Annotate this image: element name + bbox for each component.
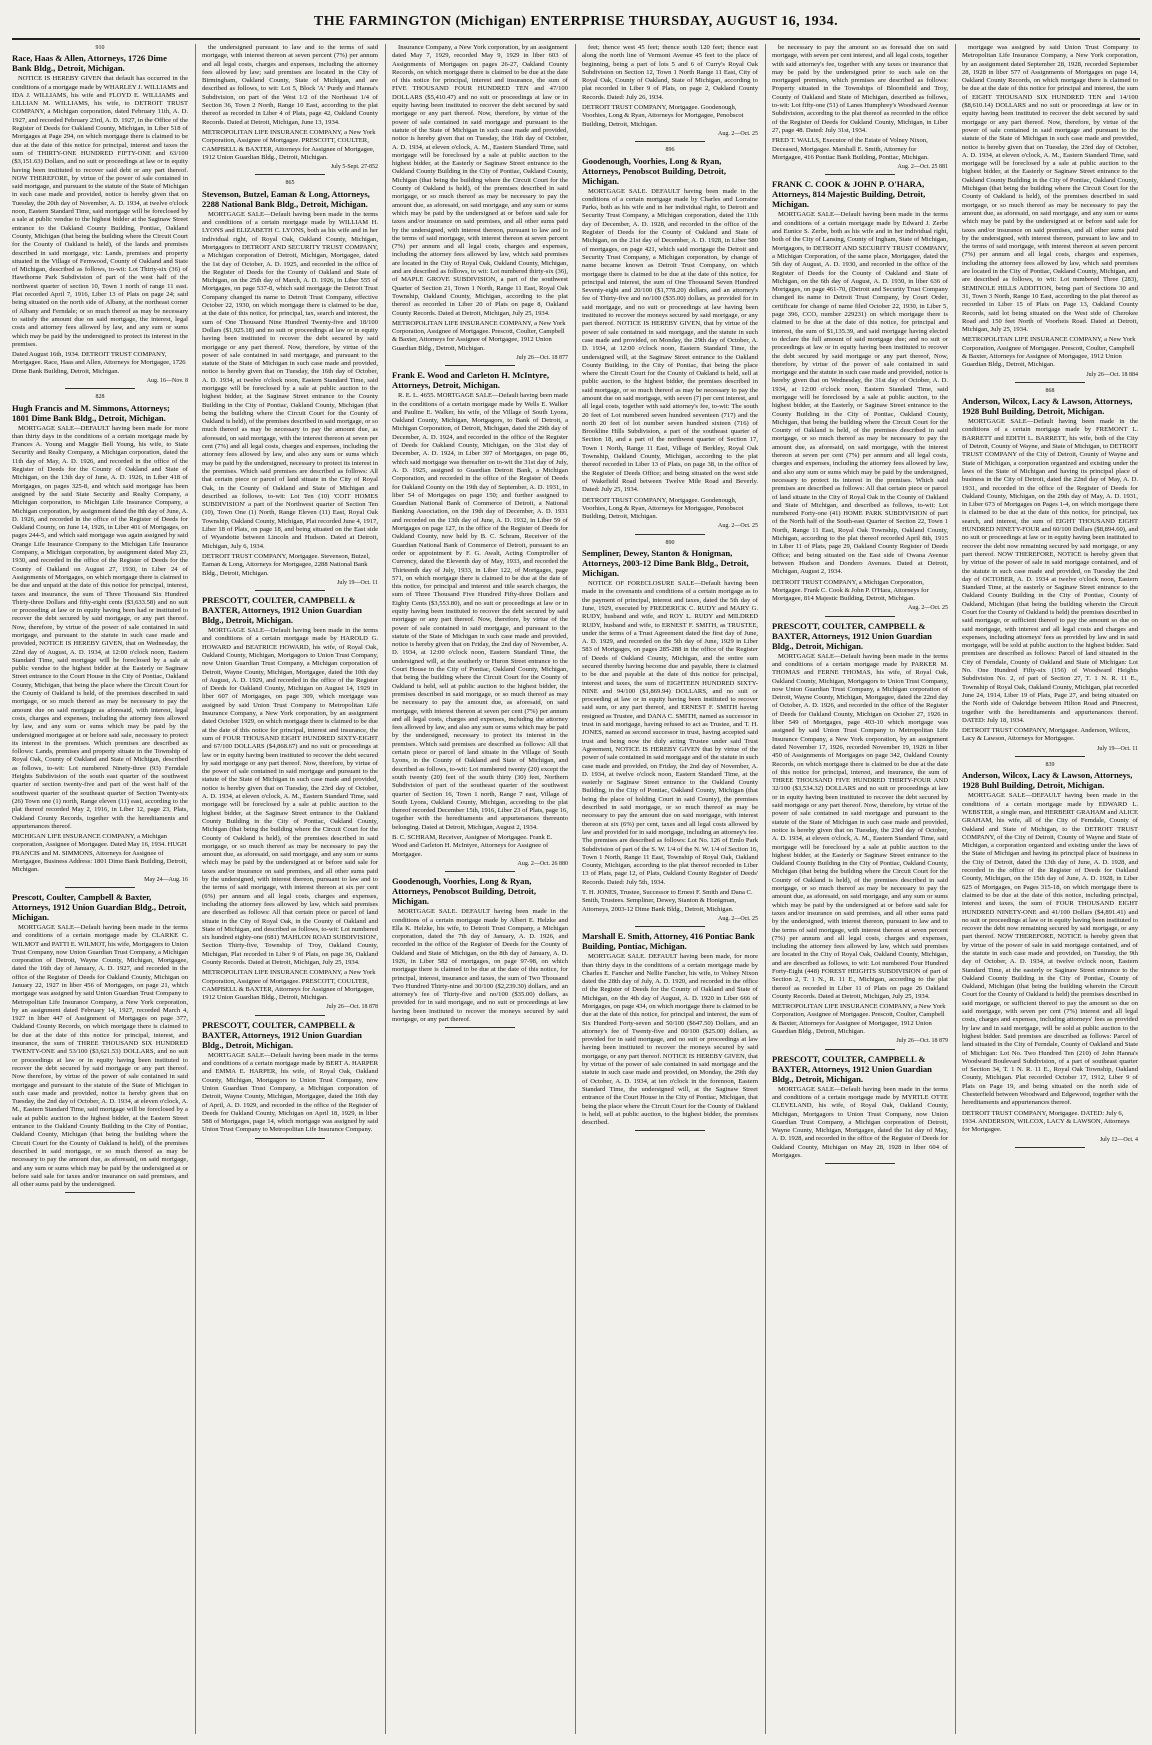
notice-run-dates: Aug. 16—Nov. 8 (146, 377, 188, 384)
notice-heading: PRESCOTT, COULTER, CAMPBELL & BAXTER, Attorneys, 1912 Union Guardian Bldg., Detroit, Michigan. (202, 1019, 362, 1050)
legal-notice (202, 1020, 378, 1139)
notice-divider (825, 1049, 895, 1050)
notice-signature: DETROIT TRUST COMPANY, Mortgagee. Goodenough, Voorhies, Long & Ryan, Attorneys for Mortgagee, Penobscot Building, Detroit, Michigan. (582, 104, 744, 128)
notice-heading: Prescott, Coulter, Campbell & Baxter, Attorneys, 1912 Union Guardian Bldg., Detroit, Michigan. (12, 891, 187, 922)
legal-notice (392, 44, 568, 366)
notice-signature: METROPOLITAN LIFE INSURANCE COMPANY, a New York Corporation, Assignee of Mortgagee. Prescott, Coulter, Campbell & Baxter, Attorneys for Assignee of Mortgagee, 1912 Union Guardian Bldg., Detroit, Michigan. (772, 1003, 946, 1036)
notice-divider (445, 871, 515, 872)
notice-body: feet; thence west 45 feet; thence south 120 feet; thence east along the north line of Vermont Avenue 45 feet to the place of beginning, being a part of lots 5 and 6 of Curry's Royal Oak Subdivision on Section 12, Town 1 North Range 11 East, City of Royal Oak, County of Oakland, State of Michigan, according to plat recorded in Liber 9 of Plats, on page 2, Oakland County Records. Dated: July 26, 1934. (582, 44, 758, 101)
notice-divider (635, 1130, 705, 1131)
notice-heading: FRANK C. COOK & JOHN P. O'HARA, Attorneys, 814 Majestic Building, Detroit, Michigan. (772, 179, 926, 210)
notice-run-dates: July 26—Oct. 18 884 (1086, 371, 1138, 378)
notice-divider (65, 1192, 135, 1193)
legal-notice (12, 44, 188, 389)
notice-run-dates: July 19—Oct. 11 (337, 579, 378, 586)
notice-run-dates: May 24—Aug. 16 (144, 876, 188, 883)
notice-heading: Anderson, Wilcox, Lacy & Lawson, Attorneys, 1928 Buhl Building, Detroit, Michigan. (962, 770, 1133, 791)
notice-signature: DETROIT TRUST COMPANY, Mortgagee. DATED: July 6, 1934. ANDERSON, WILCOX, LACY & LAWSON, Attorneys for Mortgagee. (962, 1109, 1130, 1134)
notice-run-dates: July 19—Oct. 11 (1097, 745, 1138, 752)
legal-notice (582, 44, 758, 142)
legal-notice (202, 179, 378, 591)
notice-run-dates: July 26—Oct. 18 878 (326, 1004, 378, 1011)
legal-notice (582, 146, 758, 534)
notice-body: MORTGAGE SALE—Default having been made in the terms and conditions of a certain mortgage made by WILLIAM H. LYONS and ELIZABETH C. LYONS, both as his wife and in her individual right, of Royal Oak, Oakland County, Michigan, Mortgagors to DETROIT AND SECURITY TRUST COMPANY, a Michigan corporation of Detroit, Michigan, Mortgagee, dated the 1st day of October, A. D. 1925, and recorded in the office of the Register of Deeds for the County of Oakland and State of Michigan, on the 25th day of March, A. D. 1926, in Liber 555 of Mortgages, on page 537-8, which said mortgage the Detroit Trust Company changed its name to Detroit Trust Company, effective October 22, 1930, on which mortgage there is claimed to be due, at the date of this notice, for principal, tax, search and interest, the sum of One Thousand Nine Hundred Twenty-five and 18/100 Dollars ($1,925.18) and no suit or proceedings at law or in equity having been instituted to recover the debt secured by said mortgage or any part thereof. Now, therefore, by virtue of the power of sale contained in said mortgage, and pursuant to the statute of the State of Michigan in such case made and provided, notice is hereby given that on Tuesday, the 16th day of October, A. D. 1934, at twelve o'clock noon, Eastern Standard Time, said mortgage will be foreclosed by a sale at public auction to the highest bidder, at the Saginaw Street entrance to the County Building in the City of Pontiac, Oakland County, Michigan (that being the building where the Circuit Court for the County of Oakland is held), of the premises described in said mortgage, or so much thereof as may be necessary to pay the amount due, as aforesaid, on said mortgage, with the interest thereon at seven per cent (7%) and all legal costs, charges and expenses, including the attorney fees allowed by law, and also any sum or sums which may be paid by the undersigned, necessary to protect its interest in the premises. Which said premises are described as follows: All that certain piece or parcel of land situate in the City of Royal Oak, in the County of Oakland and State of Michigan and described as follows, to-wit: Lot Ten (10) 'COIT HOMES SUBDIVISION' a part of the Northwest quarter of Section Ten (10), Town One (1) North, Range Eleven (11) East, Royal Oak Township, Oakland County, Michigan, Plat recorded June 4, 1917, Liber 18 of Plats, on page 18, and being situated on the East side of Wyandotte between Lincoln and Hudson. Dated at Detroit, Michigan, July 6, 1934. (202, 210, 378, 550)
column-rule (955, 44, 956, 1734)
notice-body: Insurance Company, a New York corporation, by an assignment dated May 7, 1929, recorded May 9, 1929 in liber 603 of Assignments of Mortgages on pages 26-27, Oakland County Records, on which mortgage there is claimed to be due at the date of this notice for principal, interest and insurance, the sum of FIVE THOUSAND FOUR HUNDRED TEN and 47/100 DOLLARS ($5,410.47) and no suit or proceedings at law or in equity having been instituted to recover the debt secured by said mortgage or any part thereof. Now, therefore, by virtue of the power of sale contained in said mortgage and pursuant to the statute of the State of Michigan in such case made and provided, notice is hereby given that on Tuesday, the 16th day of October, A. D. 1934, at eleven o'clock, A. M., Eastern Standard Time, said mortgage will be foreclosed by a sale at public auction to the highest bidder, at the Easterly or Saginaw Street entrance to the Oakland County Building in the City of Pontiac, Oakland County, Michigan (that being the building where the Circuit Court for the County of Oakland is held), of the premises described in said mortgage, or so much thereof as may be necessary to pay the amount due, as aforesaid, on said mortgage, and any sum or sums which may be paid by the undersigned at or before said sale for taxes and/or insurance on said premises, and all other sums paid by the undersigned, with interest thereon, pursuant to law and to the terms of said mortgage, with interest thereon at seven percent (7%) per annum and all legal costs, charges and expenses, including the attorney fees allowed by law, which said premises are located in the City of Royal Oak, Oakland County, Michigan, and are described as follows, to wit: Lot numbered thirty-six (36), of MAPLE GROVE SUBDIVISION, a part of the southwest Quarter of Section 21, Town 1 North, Range 11 East, Royal Oak Township, Oakland County, Michigan, according to the plat thereof as recorded in Liber 20 of Plats on page 8, Oakland County Records. Dated at Detroit, Michigan, July 25, 1934. (392, 44, 568, 317)
notice-body: MORTGAGE SALE—Default having been made in the terms and conditions of a certain mortgage made by HAROLD G. HOWARD and BEATRICE HOWARD, his wife, of Royal Oak, Oakland County, Michigan, Mortgagors to Union Trust Company, now Union Guardian Trust Company, a Michigan corporation of Detroit, Wayne County, Michigan, Mortgagee, dated the 10th day of August, A. D. 1929, and recorded in the office of the Register of Deeds for Oakland County, Michigan on August 14, 1929 in liber 607 of Mortgages, on page 309, which mortgage was assigned by said Union Trust Company to Metropolitan Life Insurance Company, a New York corporation, by an assignment dated October 1929, on which mortgage there is claimed to be due at the date of this notice for principal, interest and insurance, the sum of FOUR THOUSAND EIGHT HUNDRED SIXTY-EIGHT and 67/100 DOLLARS ($4,868.67) and no suit or proceedings at law or in equity having been instituted to recover the debt secured by said mortgage or any part thereof. Now, therefore, by virtue of the power of sale contained in said mortgage and pursuant to the statute of the State of Michigan in such case made and provided, notice is hereby given that on Tuesday, the 23rd day of October, A. D. 1934, at eleven o'clock, A. M., Eastern Standard Time, said mortgage will be foreclosed by a sale at public auction to the highest bidder, at the Saginaw Street entrance to the Oakland County Building in the City of Pontiac, Oakland County, Michigan (that being the building where the Circuit Court for the County of Oakland is held), of the premises described in said mortgage, or so much thereof as may be necessary to pay the amount due, as aforesaid, on said mortgage, and any sum or sums which may be paid by the undersigned at or before said sale for taxes and/or insurance on said premises, and all other sums paid by the undersigned, with interest thereon, pursuant to law and to the terms of said mortgage, with interest thereon at six per cent (6%) per annum and all legal costs, charges and expenses, including the attorney fees allowed by law, which said premises are described as follows: All that certain piece or parcel of land situate in the City of Royal Oak, in the County of Oakland and State of Michigan, and described as follows, to-wit: Lot numbered six hundred eighty-one (681) 'MAHLON ROAD SUBDIVISION', Section Thirty-five, Township of Troy, Oakland County, Michigan, Plat recorded in Liber 9 of Plats, on page 36, Oakland County Records. Dated at Detroit, Michigan, July 25, 1934. (202, 627, 378, 966)
notice-body: R. E. L. 4655. MORTGAGE SALE—Default having been made in the conditions of a certain mortgage made by Wells E. Walker and Pauline E. Walker, his wife, of the Village of South Lyons, Oakland County, Michigan, Mortgagors, to Bank of Detroit, a Michigan Corporation, of Detroit, Michigan, dated the 29th day of December, A. D. 1924, and recorded in the office of the Register of Deeds for Oakland County, Michigan, on the 31st day of December, A. D. 1924, in Liber 397 of Mortgages, on page 86, which said mortgage was thereafter on to-wit the 31st day of July, A. D. 1925, assigned to Guardian Detroit Bank, a Michigan Corporation, and recorded in the office of the Register of Deeds for Oakland County on the 19th day of September, A. D. 1931, in liber 54 of Mortgages on page 150; and further assigned to Guardian National Bank of Commerce of Detroit, a National Banking Association, on the 19th day of December, A. D. 1931 and recorded on the 13th day of June, A. D. 1932, in Liber 59 of Mortgages on page 127, in the office of the Register of Deeds for Oakland County, now held by B. C. Schram, Receiver of the Guardian National Bank of Commerce of Detroit, pursuant to an order or appointment by F. G. Awalt, Acting Comptroller of Currency, dated the Eleventh day of May, 1933, and recorded the Thirteenth day of July, 1933, in Liber 122, of Mortgages, page 571, on which mortgage there is claimed to be due at the date of this notice, for principal and interest and title search charges, the sum of Three Thousand Five Hundred Fifty-three Dollars and Eighty Cents ($3,553.80), and no suit or proceedings at law or in equity having been instituted to recover the debt secured by said mortgage or any part thereof. Now, therefore, by virtue of the power of sale contained in said mortgage, and pursuant to the statute of the State of Michigan in such case made and provided, notice is hereby given that on Friday, the 2nd day of November, A. D. 1934, at 12:00 o'clock noon, Eastern Standard Time, the undersigned will, at the southerly or Huron Street entrance to the Court House in the City of Pontiac, Oakland County, Michigan, that being the building where the Circuit Court for the County of Oakland is held, sell at public auction to the highest bidder, the premises described in said mortgage, or so much thereof as may be necessary to pay the amount due, as aforesaid, on said mortgage, with interest thereon at seven per cent (7%) per annum and all legal costs, charges and expenses, including the attorney fees allowed by law, and also any sum or sums which may be paid by the undersigned, necessary to protect its interest in the premises. Which said premises are described as follows: All that certain piece or parcel of land situate in the Village of South Lyons, in the County of Oakland and State of Michigan, and described as follows, to-wit: Lot numbered twenty (20) except the south twenty (20) feet of the south thirty (30) feet, Northern Subdivision of part of the southeast quarter of the southwest quarter of Section 16, Town 1 north, Range 7 east, Village of South Lyons, Oakland County, Michigan, according to the plat thereof recorded December 15th, 1916, Liber 23 of Plats, page 16, together with the hereditaments and appurtenances thereunto belonging. Dated at Detroit, Michigan, August 2, 1934. (392, 392, 568, 831)
notice-number: 910 (95, 45, 105, 51)
notice-signature: Dated August 16th, 1934. DETROIT TRUST COMPANY, Mortgagee. Race, Haas and Allen, Attorneys for Mortgagee, 1726 Dime Bank Building, Detroit, Michigan. (12, 351, 186, 375)
legal-notice (962, 387, 1138, 757)
notice-signature: METROPOLITAN LIFE INSURANCE COMPANY, a New York Corporation, Assignee of Mortgagee. PRESCOTT, COULTER, CAMPBELL & BAXTER, Attorneys for Assignee of Mortgagee, 1912 Union Guardian Bldg., Detroit, Michigan. (202, 969, 376, 1002)
notice-divider (1015, 1147, 1085, 1148)
notice-divider (65, 388, 135, 389)
legal-notice (202, 595, 378, 1016)
notice-signature: METROPOLITAN LIFE INSURANCE COMPANY, a New York Corporation, Assignee of Mortgagee. Prescott, Coulter, Campbell & Baxter, Attorneys for Assignee of Mortgagee, 1912 Union Guardian Bldg., Detroit, Michigan. (392, 319, 566, 352)
legal-notice (392, 370, 568, 872)
notice-divider (65, 887, 135, 888)
legal-notice (772, 621, 948, 1050)
column-1 (12, 44, 188, 1734)
notice-body: MORTGAGE SALE—Default having been made in the terms and conditions of a certain mortgage made by PARKER M. THOMAS and FERNE THOMAS, his wife, of Royal Oak, Oakland County, Michigan, Mortgagors to Union Trust Company, now Union Guardian Trust Company, a Michigan corporation of Detroit, Wayne County, Michigan, Mortgagee, dated the 22nd day of October, A. D. 1926, and recorded in the office of the Register of Deeds for Oakland County, Michigan on October 27, 1926 in liber 549 of Mortgages, page 403-10 which mortgage was assigned by said Union Trust Company to Metropolitan Life Insurance Company, a New York corporation, by an assignment dated November 17, 1926, recorded November 19, 1926 in liber 450 of Assignments of Mortgages on page 342, Oakland County Records, on which mortgage there is claimed to be due at the date of this notice for principal, interest, and insurance, the sum of THREE THOUSAND FIVE HUNDRED THIRTY-FOUR AND 32/100 ($3,534.32) DOLLARS and no suit or proceedings at law or in equity having been instituted to recover the debt secured by said mortgage or any part thereof. Now, therefore, by virtue of the power of sale contained in said mortgage and pursuant to the statute of the State of Michigan in such case made and provided, notice is hereby given that on Tuesday, the 23rd day of October, A. D. 1934, at eleven o'clock, A. M., Eastern Standard Time, said mortgage will be foreclosed by a sale at public auction to the highest bidder, at the Easterly or Saginaw Street entrance to the Oakland County Building in the City of Pontiac, Oakland County, Michigan (that being the building where the Circuit Court for the County of Oakland is held), of the premises described in said mortgage, or so much thereof as may be necessary to pay the amount due, as aforesaid, on said mortgage, and any sum or sums which may be paid by the undersigned at or before said sale for taxes and/or insurance on said premises, and all other sums paid by the undersigned, with interest thereon, pursuant to law and to the terms of said mortgage, with interest thereon at seven percent (7%) per annum and all legal costs, charges and expenses, including the attorney fees allowed by law, which said premises are located in the City of Royal Oak, Oakland County, Michigan, and are described as follows, to wit: Lot numbered Four Hundred Forty-Eight (448) FOREST HEIGHTS SUBDIVISION of part of Section 2, T. 1 N., R. 11 E., Michigan, according to the plat thereof as recorded in Liber 11 of Plats on page 26 Oakland County Records. Dated at Detroit, Michigan, July 25, 1934. (772, 652, 948, 1000)
notice-signature: MICHIGAN LIFE INSURANCE COMPANY, a Michigan corporation, Assignee of Mortgagee. Dated May 16, 1934. HUGH FRANCIS and M. SIMMONS, Attorneys for Assignee of Mortgagee, Business Address: 1801 Dime Bank Building, Detroit, Michigan. (12, 833, 188, 874)
notice-heading: Goodenough, Voorhies, Long & Ryan, Attorneys, Penobscot Building, Detroit, Michigan. (582, 155, 727, 186)
legal-notice (12, 393, 188, 888)
notice-divider (255, 590, 325, 591)
notice-divider (255, 174, 325, 175)
notice-divider (1015, 756, 1085, 757)
notice-divider (445, 365, 515, 366)
legal-notice (772, 44, 948, 175)
notice-body: MORTGAGE SALE—Default having been made in the terms and conditions of a certain mortgage made by BERT A. HARPER and EMMA E. HARPER, his wife, of Royal Oak, Oakland County, Michigan, Mortgagors to Union Trust Company, now Union Guardian Trust Company, a Michigan corporation of Detroit, Wayne County, Michigan, Mortgagee, dated the 16th day of April, A. D. 1929, and recorded in the office of the Register of Deeds for Oakland County, Michigan on April 18, 1929, in liber 588 of Mortgages, page 14, which mortgage was assigned by said Union Trust Company to Metropolitan Life Insurance Company. (202, 1051, 378, 1134)
notice-heading: PRESCOTT, COULTER, CAMPBELL & BAXTER, Attorneys, 1912 Union Guardian Bldg., Detroit, Michigan. (772, 1053, 932, 1084)
notice-heading: Sempliner, Dewey, Stanton & Honigman, Attorneys, 2003-12 Dime Bank Bldg., Detroit, Michigan. (582, 548, 749, 579)
notice-heading: Stevenson, Butzel, Eaman & Long, Attorneys, 2288 National Bank Bldg., Detroit, Michigan. (202, 188, 370, 209)
notice-number: 839 (1045, 762, 1055, 769)
legal-notice (772, 179, 948, 616)
notice-signature: METROPOLITAN LIFE INSURANCE COMPANY, a New York Corporation, Assignee of Mortgagee. Prescott, Coulter, Campbell & Baxter, Attorneys for Assignee of Mortgagee, 1912 Union Guardian Bldg., Detroit, Michigan. (962, 336, 1136, 369)
notice-body: NOTICE OF FORECLOSURE SALE—Default having been made in the covenants and conditions of a certain mortgage as to the payment of principal, interest and taxes, dated the 5th day of June, 1929, executed by FREDERICK C. RUDY and MARY G. RUDY, husband and wife, and ROY L. RUDY and MILDRED RUDY, husband and wife, to ERNEST F. SMITH, as TRUSTEE, under the terms of a Trust Agreement dated the first day of June, A. D. 1929, and recorded on the 5th day of June, 1929 in Liber 583 of Mortgages, on pages 285-288 in the office of the Register of Deeds of Oakland County, Michigan, and the entire sum secured thereby having become due and payable, there is claimed to be due and payable at the date of this notice for principal, interest and taxes, the sum of EIGHTEEN HUNDRED SIXTY-NINE and 94/100 ($1,869.94) DOLLARS, and no suit or proceeding at law or in equity having been instituted to recover said sum, or any part thereof, and ERNEST F. SMITH having resigned as Trustee, and DANA C. SMITH, named as successor in trust in said mortgage, having refused to act as Trustee, and T. H. JONES, named as second successor in trust, having accepted said trust and being now the duly acting Trustee under said Trust Agreement, NOTICE IS HEREBY GIVEN that by virtue of the power of sale contained in said mortgage and of the statute in such case made and provided, on Friday, the 2nd day of November, A. D. 1934, at twelve o'clock noon, Eastern Standard Time, at the easterly or Saginaw Street entrance to the Oakland County Building, in the City of Pontiac, Oakland County, Michigan (that being the place of holding Court in said County), the premises described in said mortgage, or so much thereof as may be necessary to pay the amount due on said mortgage, with interest thereon at six (6%) per cent, taxes and all legal costs allowed by law and provided for in said mortgage, including an attorney's fee. The premises are described as follows: Lot No. 126 of Emlo Park Subdivision of part of the S. W. 1/4 of the N. W. 1/4 of Section 16, Town 1 North, Range 11 East, Township of Royal Oak, Oakland County, Michigan, according to the plat thereof recorded in Liber 13 of Plats, page 12, of Plats, Oakland County Register of Deeds' Records. Dated: July 5th, 1934. (582, 580, 758, 886)
notice-run-dates: July 12—Oct. 4 (1099, 1136, 1138, 1143)
legal-notice (582, 931, 758, 1131)
notice-divider (635, 141, 705, 142)
legal-notice (392, 876, 568, 1028)
notice-divider (635, 534, 705, 535)
notice-body: MORTGAGE SALE—DEFAULT having been made in the conditions of a certain mortgage made by EDWARD L. WEBSTER, a single man, and HERBERT GRAHAM and ALICE GRAHAM, his wife, all of the City of Ferndale, County of Oakland and State of Michigan, to the DETROIT TRUST COMPANY, of the City of Detroit, County of Wayne and State of Michigan, a corporation organized and existing under the laws of the State of Michigan and having its principal place of business in the City of Detroit, dated the 13th day of June, A. D. 1928, and recorded in the office of the Register of Deeds for Oakland County, Michigan, on the 15th day of June, A. D. 1928, in Liber 625 of Mortgages, on Pages 315-18, on which mortgage there is claimed to be due at the date of this notice, including principal, interest and taxes, the sum of FOUR THOUSAND EIGHT HUNDRED NINETY-ONE and 41/100 Dollars ($4,891.41) and no suit or proceedings at law or in equity having been instituted to recover the debt now remaining secured by said mortgage, or any part thereof. NOW THEREFORE, NOTICE is hereby given that by virtue of the power of sale in said mortgage contained, and of the statute in such case made and provided, on Tuesday, the 9th day of October, A. D. 1934, at twelve o'clock noon, Eastern Standard Time, at the easterly or Saginaw Street entrance to the Oakland County Building in the City of Pontiac, County of Oakland, Michigan (that being the building wherein the Circuit Court for the County of Oakland is held) the premises described in said mortgage, or sufficient thereof to pay the amount so due on said mortgage, with seven per cent (7%) interest and all legal costs, charges and expenses, including attorneys' fees as provided by law and in said mortgage, will be sold at public auction to the highest bidder. Said premises are described as follows: Parcel of land situated in the City of Ferndale, County of Oakland and State of Michigan: Lot No. Two Hundred Ten (210) of John Hanna's Woodward Boulevard Subdivision, of a part of southeast quarter of Section 34, T. 1 N. R. 11 E., Royal Oak Township, Oakland County, Michigan. Plat recorded October 17, 1912, Liber 9 of Plats on Page 19, and being situated on the north side of Chesterfield between Woodward and Edgewood, together with the hereditaments and appurtenances thereof. (962, 792, 1138, 1107)
notice-body: the undersigned pursuant to law and to the terms of said mortgage, with interest thereon at seven percent (7%) per annum and all legal costs, charges and expenses, including the attorney fees allowed by law; said premises are located in the City of Birmingham, Oakland County, State of Michigan, and are described as follows, to wit: Lot 5, Block 'A' Purdy and Hanna's Subdivision, on part of the West 1/2 of the Northeast 1/4 of Section 36, Town 2 North, Range 10 East, according to the plat thereof as recorded in Liber 4 of Plats, page 42, Oakland County Records. Dated at Detroit, Michigan, June 13, 1934. (202, 44, 378, 126)
legal-notice (962, 44, 1138, 383)
notice-run-dates: Aug. 2—Oct. 25 (718, 523, 758, 530)
column-5 (772, 44, 948, 1734)
notice-body: MORTGAGE SALE—Default having been made in the terms and conditions of a certain mortgage made by Edward J. Zerbe and Eunice S. Zerbe, both as his wife and in her individual right, both of the City of Lansing, County of Ingham, State of Michigan, Mortgagors, to DETROIT AND SECURITY TRUST COMPANY, a Michigan Corporation, of the same place, Mortgagee, dated the 5th day of August, A. D. 1930, and recorded in the office of the Register of Deeds for the County of Oakland and State of Michigan, on the 6th day of August, A. D. 1930, in liber 636 of Mortgages, on page 461-70, (Detroit and Security Trust Company changed its name to Detroit Trust Company, by Court Order, certificate for change of name filed October 22, 1930, in Liber 5, page 396, CCO, number 229231) on which mortgage there is claimed to be due at the date of this notice, for principal and interest, the sum of $1,135.39, and said mortgage having elected to declare the full amount of said mortgage due; and no suit or proceedings at law or in equity having been instituted to recover the debt secured by said mortgage or any part thereof, Now, therefore, by virtue of the power of sale contained in said mortgage and the statute in such case made and provided, notice is hereby given that on Wednesday, the 31st day of October, A. D. 1934, at 12:00 o'clock noon, Eastern Standard Time, said mortgage will be foreclosed by a sale at public auction, to the highest bidder, at the Easterly, or Saginaw Street entrance to the County Building in the City of Pontiac, Oakland County, Michigan, that being the building where the Circuit Court for the County of Oakland is held, of the premises described in said mortgage, or so much thereof as may be necessary to pay the amount due, as aforesaid, on said mortgage, with the interest thereon at seven per cent (7%) per annum and all legal costs, charges and expenses, including the attorney fees allowed by law, and also any sum or sums which may be paid by the undersigned, necessary to protect its interest in the premises. Which said premises are described as follows: All that certain piece or parcel of land situate in the City of Royal Oak in the County of Oakland and State of Michigan, and described as follows, to-wit: Lot numbered Forty-one (41) HOME PARK SUBDIVISION of part of the North half of the South-east Quarter of Section 22, Town 1 North, Range 11 East, Royal Oak Township, Oakland County, Michigan, according to the plat thereof recorded April 8th, 1915 in Liber 11 of Plats, page 29, Oakland County Register of Deeds Office; and being situated on the East side of Owana Avenue between Hudson and Dondero Avenues. Dated at Detroit, Michigan, August 2, 1934. (772, 211, 948, 576)
legal-notice (12, 892, 188, 1194)
notice-heading: PRESCOTT, COULTER, CAMPBELL & BAXTER, Attorneys, 1912 Union Guardian Bldg., Detroit, Michigan. (772, 620, 932, 651)
notice-body: mortgage was assigned by said Union Trust Company to Metropolitan Life Insurance Company, a New York corporation, by an assignment dated September 28, 1928, recorded September 28, 1928 in liber 577 of Assignments of Mortgages on page 14, Oakland County Records, on which mortgage there is claimed to be due at the date of this notice for principal and interest, the sum of EIGHT THOUSAND SIX HUNDRED TEN and 14/100 ($8,610.14) DOLLARS and no suit or proceedings at law or in equity having been instituted to recover the debt secured by said mortgage or any part thereof. Now, therefore, by virtue of the power of sale contained in said mortgage and pursuant to the statute of the State of Michigan in such case made and provided, notice is hereby given that on Tuesday, the 23rd day of October, A. D. 1934, at eleven o'clock, A. M., Eastern Standard Time, said mortgage will be foreclosed by a sale at public auction to the highest bidder, at the Easterly or Saginaw Street entrance to the Oakland County Building in the City of Pontiac, Oakland County, Michigan (that being the building where the Circuit Court for the County of Oakland is held), of the premises described in said mortgage, or so much thereof as may be necessary to pay the amount due, as aforesaid, on said mortgage, and any sum or sums which may be paid by the undersigned at or before said sale for taxes and/or insurance on said premises, and all other sums paid by the undersigned, with interest thereon, pursuant to law and to the terms of said mortgage, with interest thereon at seven percent (7%) per annum and all legal costs, charges and expenses, including the attorney fees allowed by law, which said premises are located in the City of Pontiac, Oakland County, Michigan, and are described as follows, to wit: Lot numbered Three (283), SEMINOLE HILLS ADDITION, being part of Sections 30 and 31, Town 3 North, Range 10 East, according to the plat thereof as recorded in Liber 15 of Plats on Page 13, Oakland County Records, said lot being situated on the West side of Cherokee Road and 150 feet North of Voorheis Road. Dated at Detroit, Michigan, July 25, 1934. (962, 44, 1138, 334)
notice-divider (825, 616, 895, 617)
notice-signature: FRED T. WALLS, Executor of the Estate of Volney Nixon, Deceased, Mortgagee. Marshall E. Smith, Attorney for Mortgagee, 416 Pontiac Bank Building, Pontiac, Michigan. (772, 137, 929, 161)
notice-signature: DETROIT TRUST COMPANY, Mortgagee. Goodenough, Voorhies, Long & Ryan, Attorneys for Mortgagee, Penobscot Building, Detroit, Michigan. (582, 496, 744, 521)
notice-run-dates: July 26—Oct. 18 879 (896, 1038, 948, 1045)
legal-notice (772, 1054, 948, 1165)
column-rule (765, 44, 766, 1734)
notice-divider (255, 1015, 325, 1016)
notice-run-dates: Aug. 2—Oct. 25 881 (897, 164, 948, 171)
column-rule (575, 44, 576, 1734)
notice-heading: Race, Haas & Allen, Attorneys, 1726 Dime Bank Bldg., Detroit, Michigan. (12, 53, 167, 74)
column-4 (582, 44, 758, 1734)
notice-signature: T. H. JONES, Trustee, Successor to Ernest F. Smith and Dana C. Smith, Trustees. Sempliner, Dewey, Stanton & Honigman, Attorneys, 2003-12 Dime Bank Bldg., Detroit, Michigan. (582, 889, 753, 913)
notice-body: MORTGAGE SALE. DEFAULT having been made, for more than thirty days in the conditions of a certain mortgage made by Charles E. Fancher and Nellie Fancher, his wife, to Volney Nixon dated the 28th day of July, A. D. 1920, and recorded in the office of the Register of Deeds for the County of Oakland and State of Michigan, on the 4th day of August, A. D. 1920 in Liber 666 of Mortgages, on page 434, on which mortgage there is claimed to be due at the date of this notice, for principal and interest, the sum of Six Hundred Forty-seven and 50/100 ($647.50) Dollars, and an attorney's fee of Twenty-five and 00/100 ($25.00) dollars, as provided for in said mortgage, and no suit or proceedings at law having been instituted to recover the moneys secured by said mortgage, or any part thereof. NOTICE IS HEREBY GIVEN, that by virtue of the power of sale contained in said mortgage and the statute in such case made and provided, on Monday, the 29th day of October, A. D. 1934, at ten o'clock in the forenoon, Eastern Standard Time, the undersigned will, at the Saginaw Street entrance of the Court House in the City of Pontiac, Michigan, that being the place where the Circuit Court for the County of Oakland is held, sell at public auction, to the highest bidder, the premises described. (582, 953, 758, 1127)
notice-number: 896 (665, 147, 675, 154)
legal-notice (582, 539, 758, 927)
notice-divider (445, 1027, 515, 1028)
notice-heading: Frank E. Wood and Carleton H. McIntyre, Attorneys, Detroit, Michigan. (392, 370, 550, 391)
notice-heading: Goodenough, Voorhies, Long & Ryan, Attorneys, Penobscot Building, Detroit, Michigan. (392, 876, 537, 907)
notice-number: 868 (1045, 387, 1055, 394)
notice-run-dates: Aug. 2—Oct. 26 880 (517, 860, 568, 867)
notice-signature: DETROIT TRUST COMPANY, a Michigan Corporation, Mortgagee. Frank C. Cook & John P. O'Hara, Attorneys for Mortgagee, 814 Majestic Building, Detroit, Michigan. (772, 578, 929, 603)
notice-run-dates: July 26—Oct. 18 877 (516, 354, 568, 361)
column-6 (962, 44, 1138, 1734)
column-rule (195, 44, 196, 1734)
notice-signature: B. C. SCHRAM, Receiver, Assignee of Mortgagee. Frank E. Wood and Carleton H. McIntyre, Attorneys for Assignee of Mortgagee. (392, 834, 553, 858)
notice-body: MORTGAGE SALE. DEFAULT having been made in the conditions of a certain mortgage made by Charles and Lorraine Parks, both as his wife and in her individual right, to Detroit and Security Trust Company, a Michigan corporation, dated the 11th day of December, A. D. 1928, and recorded in the office of the Register of Deeds for the County of Oakland and State of Michigan, on the 21st day of December, A. D. 1928, in Liber 580 of mortgages, on page 421, which said mortgage the Detroit and Security Trust Company, a Michigan corporation, by change of name became known as Detroit Trust Company, on which mortgage there is claimed to be due at the date of this notice, for principal and interest, the sum of One Thousand Seven Hundred Seventy-eight and 20/100 ($1,778.20) dollars, and an attorney's fee of Thirty-five and no/100 ($35.00) dollars, as provided for in said mortgage, and no suit or proceedings at law having been instituted to recover the moneys secured by said mortgage, or any part thereof. NOTICE IS HEREBY GIVEN, that by virtue of the power of sale contained in said mortgage, and the statute in such case made and provided, on Monday, the 29th day of October, A. D. 1934, at 12:00 o'clock noon, Eastern Standard Time, the undersigned will, at the Saginaw Street entrance to the Oakland County Building, in the City of Pontiac, that being the place where the Circuit Court for the County of Oakland is held, sell at public auction, to the highest bidder, the premises described in said mortgage, or so much thereof as may be necessary to pay the amount due on said mortgage, with seven (7) per cent interest, and all legal costs, together with said attorney's fee, to-wit: The south 20 feet of Lot numbered seven hundred seventeen (717) and the north 20 feet of lot number seven hundred sixteen (716) of Brookline Hills Subdivision, a part of the southeast quarter of Section 18, and a part of the northwest quarter of Section 17, Town 1 North, Range 11 East, Village of Berkley, Royal Oak Township, Oakland County, Michigan, according to the plat thereof recorded in Liber 13 of Plats, on page 38, in the office of the Register of Deeds Office; and being situated on the west side of Wakefield Road between Twelve Mile Road and Beverly. Dated: July 25, 1934. (582, 187, 758, 494)
notice-body: MORTGAGE SALE—Default having been made in the conditions of a certain mortgage made by FREMONT L. BARRETT and EDITH L. BARRETT, his wife, both of the City of Detroit, County of Wayne, and State of Michigan, to DETROIT TRUST COMPANY of the City of Detroit, County of Wayne and State of Michigan, a corporation organized and existing under the laws of the State of Michigan and having its principal place of business in the City of Detroit, dated the 22nd day of May, A. D. 1931, and recorded in the office of the Register of Deeds for Oakland County, Michigan, on the 29th day of May, A. D. 1931, in Liber 673 of Mortgages on Pages 1-4, on which mortgage there is claimed to be due at the date of this notice, for principal, tax search, and interest, the sum of EIGHT THOUSAND EIGHT HUNDRED NINETY-FOUR and 60/100 Dollars ($8,894.60), and no suit or proceedings at law or in equity having been instituted to recover the debt now remaining secured by said mortgage, or any part thereof. NOW THEREFORE, NOTICE is hereby given that by virtue of the power of sale in said mortgage contained, and of the statute in such case made and provided, on Tuesday the 2nd day of OCTOBER, A. D. 1934 at twelve o'clock noon, Eastern Standard Time, at the easterly or Saginaw Street entrance to the Oakland County Building in the City of Pontiac, County of Oakland, Michigan (that being the building wherein the Circuit Court for the County of Oakland is held) the premises described in said mortgage, or sufficient thereof to pay the amount so due on said mortgage, with interest and all legal costs and charges and expenses, including attorneys' fees as provided by law and in said mortgage, will be sold at public auction to the highest bidder. Said premises are described as follows: Parcel of land situated in the City of Ferndale, County of Oakland and State of Michigan: Lot No. One Hundred Fifty-six (156) of Woodward Heights Subdivision No. 2, of part of Section 27, T. 1 N. R. 11 E., Township of Royal Oak, Oakland County, Michigan, plat recorded June 24, 1914, Liber 19 of Plats, Page 27, and being situated on the North side of Oakridge between Hilton Road and Pinecrest, together with the hereditaments and appurtenances thereof. DATED: July 18, 1934. (962, 418, 1138, 724)
notice-divider (825, 1163, 895, 1164)
notice-body: MORTGAGE SALE. DEFAULT having been made in the conditions of a certain mortgage made by Albert E. Helzke and Ella K. Helzke, his wife, to Detroit Trust Company, a Michigan corporation, dated the 7th day of January, A. D. 1926, and recorded in the office of the Register of Deeds for the County of Oakland and State of Michigan, on the 8th day of January, A. D. 1926, in Liber 582 of mortgages, on page 97-98, on which mortgage there is claimed to be due at the date of this notice, for principal, interest, insurance and taxes, the sum of Two Thousand Two Hundred Thirty-nine and 30/100 ($2,239.30) dollars, and an attorney's fee of Thirty-five and no/100 ($35.00) dollars, as provided for in said mortgage, and no suit or proceedings at law having been instituted to recover the moneys secured by said mortgage, or any part thereof. (392, 908, 568, 1024)
notice-body: MORTGAGE SALE—Default having been made in the terms and conditions of a certain mortgage made by MYRTLE OTTE CLEVELAND, his wife, of Royal Oak, Oakland County, Michigan, Mortgagors to Union Trust Company, now Union Guardian Trust Company, a Michigan corporation of Detroit, Wayne County, Michigan, Mortgagee, dated the 1st day of May, A. D. 1928, and recorded in the office of the Register of Deeds for Oakland County, Michigan on May 28, 1928 in liber 604 of Mortgages. (772, 1085, 948, 1160)
masthead (12, 8, 1140, 40)
notice-body: NOTICE IS HEREBY GIVEN that default has occurred in the conditions of a mortgage made by WHARLEY J. WILLIAMS and IDA J. WILLIAMS, his wife and FLOYD E. WILLIAMS and LILLIAN M. WILLIAMS, his wife, to DETROIT TRUST COMPANY, a Michigan corporation, dated February 11th, A. D. 1927, and recorded February 23rd, A. D. 1927, in the Office of the Register of Deeds for Oakland County, Michigan, in Liber 518 of Mortgages at Page 294, on which mortgage there is claimed to be due at the date of this notice for principal, interest and taxes the sum of THIRTY-ONE HUNDRED FIFTY-ONE and 63/100 ($3,151.63) Dollars, and no suit or proceedings at law or in equity having been instituted to recover said debt or any part thereof. NOW THEREFORE, by virtue of the power of sale contained in said mortgage, and pursuant to the statute of the State of Michigan in such case made and provided, notice is hereby given that on Tuesday, the 20th day of November, A. D. 1934, at twelve o'clock noon, Eastern Standard Time, said mortgage will be foreclosed by a sale at public vendue to the highest bidder at the Saginaw Street entrance to the Oakland County Building, Pontiac, Oakland County, Michigan (that being the building where the Circuit Court for the County of Oakland is held), of the lands and premises described in said mortgage, viz: Lands, premises and property situated in the Village of Fernwood, County of Oakland and State of Michigan, described as follows, to-wit: Lot Thirty-six (36) of Hawthorne Park Subdivision of part of the west half of the northwest quarter of section 10, Town 1 north of range 11 east. Plat recorded April 7, 1916, Liber 13 of Plats on page 24; said being situated on the north side of Albany, at the northeast corner of Albany and Ferndale; or so much thereof as may be necessary to satisfy the amount due on said mortgage, the interest, legal costs and attorney fees allowed by law, and any sum or sums which may be paid by the undersigned to protect its interest in the premises. (12, 75, 188, 348)
notice-heading: Hugh Francis and M. Simmons, Attorneys; 1801 Dime Bank Bldg., Detroit, Michigan. (12, 402, 170, 423)
column-3 (392, 44, 568, 1734)
column-rule (385, 44, 386, 1734)
notice-heading: Marshall E. Smith, Attorney, 416 Pontiac Bank Building, Pontiac, Michigan. (582, 931, 755, 952)
notice-signature: DETROIT TRUST COMPANY, Mortgagee. Anderson, Wilcox, Lacy & Lawson, Attorneys for Mortgagee. (962, 727, 1130, 743)
column-2 (202, 44, 378, 1734)
masthead-title: THE FARMINGTON (Michigan) ENTERPRISE THURSDAY, AUGUST 16, 1934. (313, 14, 839, 29)
notice-divider (1015, 382, 1085, 383)
notice-divider (255, 1138, 325, 1139)
notice-divider (635, 926, 705, 927)
notice-heading: PRESCOTT, COULTER, CAMPBELL & BAXTER, Attorneys, 1912 Union Guardian Bldg., Detroit, Michigan. (202, 595, 362, 626)
notice-run-dates: Aug. 2—Oct. 25 (718, 130, 758, 137)
notice-signature: METROPOLITAN LIFE INSURANCE COMPANY, a New York Corporation, Assignee of Mortgagee. PRESCOTT, COULTER, CAMPBELL & BAXTER, Attorneys for Assignee of Mortgagee, 1912 Union Guardian Bldg., Detroit, Michigan. (202, 128, 376, 161)
notice-body: MORTGAGE SALE—Default having been made in the terms and conditions of a certain mortgage made by CLARKE C. WILMOT and PATTI E. WILMOT, his wife, Mortgagors to Union Trust Company, now Union Guardian Trust Company, a Michigan corporation of Detroit, Wayne County, Michigan, Mortgagee, dated the 16th day of January, A. D. 1927, and recorded in the office of the Register of Deeds for Oakland County, Michigan on January 22, 1927 in liber 456 of Mortgages, on page 21, which mortgage was assigned by said Union Guardian Trust Company to Metropolitan Life Insurance Company, a New York corporation, by an assignment dated February 14, 1927, recorded March 4, 1927 in liber 447 of Assignment of Mortgages on page 377, Oakland County Records, on which mortgage there is claimed to be due at the date of this notice for principal, interest, and insurance, the sum of THREE THOUSAND SIX HUNDRED TWENTY-ONE and 53/100 ($3,621.53) DOLLARS, and no suit or proceedings at law or in equity having been instituted to recover the debt secured by said mortgage or any part thereof. Now therefore, by virtue of the power of sale contained in said mortgage and pursuant to the statute of the State of Michigan in such case made and provided, notice is hereby given that on Tuesday, the 2nd day of October, A. D. 1934, at eleven o'clock, A. M., Eastern Standard Time, said mortgage will be foreclosed by a sale at public auction to the highest bidder, at the Eastern Street entrance to the Oakland County Building in the City of Pontiac, Oakland County, Michigan (that being the building where the Circuit Court for the County of Oakland is held), of the premises described in said mortgage, or so much thereof as may be necessary to pay the amount due, as aforesaid, on said mortgage, and any sum or sums which may be paid by the undersigned at or before said sale for taxes and/or insurance on said premises, and all other sums paid by the undersigned. (12, 923, 188, 1189)
notice-number: 865 (285, 180, 295, 187)
legal-notice (202, 44, 378, 175)
notice-body: MORTGAGE SALE—DEFAULT having been made for more than thirty days in the conditions of a certain mortgage made by Frances A. Young and Maggie Bell Young, his wife, to State Security and Realty Company, a Michigan corporation, dated the 11th day of May, A. D. 1926, and recorded in the office of the Register of Deeds for the County of Oakland and State of Michigan, on the 13th day of June, A. D. 1926, in Liber 418 of Mortgages, on pages 325-8, and which said mortgage has been assigned by the said State Security and Realty Company, a Michigan corporation, to Michigan Life Insurance Company, a Michigan corporation, by assignment dated the 8th day of June, A. D. 1926, and recorded in the office of the Register of Deeds for Oakland County, on June 14, 1926, in Liber 401 of Mortgages, on pages 244-5, and which said mortgage was again assigned by said Orange Life Insurance Company to the Michigan Life Insurance Company, a Michigan corporation, by assignment dated May 23, 1930, and recorded in the office of the Register of Deeds for the County of Oakland on August 27, 1930, in Liber 24 of Assignments of Mortgages, on which mortgage there is claimed to be due and unpaid at the date of this notice for principal, interest, taxes and insurance, the sum of Three Thousand Six Hundred Thirty-three Dollars and fifty-eight cents ($3,633.58) and no suit or proceeding at law or in equity having been had or instituted to recover the debt secured by said mortgage, or any part thereof. Now, therefore, by virtue of the power of sale contained in said mortgage, and pursuant to the statute in such case made and provided, NOTICE IS HEREBY GIVEN, that on Wednesday, the 22nd day of August, A. D. 1934, at 12:00 o'clock noon, Eastern Standard Time, said mortgage will be foreclosed by a sale at public vendue to the highest bidder at the Easterly or Saginaw Street entrance to the Court House in the City of Pontiac, Oakland County, Michigan, that being the place where the Circuit Court for the County of Oakland is held, of the premises described in said mortgage, or so much thereof as may be necessary to pay the amount due on said mortgage as aforesaid, with interest, legal costs, charges and expenses, including the attorney fees allowed by law, and any sum or sums which may be paid by the undersigned mortgagee at or before said sale, necessary to protect its interest in the premises. Which premises are described as follows: Lands, premises and property situate in the Township of Royal Oak, County of Oakland and State of Michigan, described as follows, to-wit: Lot numbered Ninety-three (93) Ferndale Heights Subdivision of the south east quarter of the southwest quarter of section twenty-five and part of the west half of the southwest quarter of the southeast quarter of Section Twenty-six (26) Town one (1) north, Range eleven (11) east, according to the plat thereof recorded May 2, 1916, in Liber 12, page 23, Plats, Oakland County Records, together with the hereditaments and appurtenances thereof. (12, 424, 188, 830)
notice-signature: DETROIT TRUST COMPANY, Mortgagee. Stevenson, Butzel, Eaman & Long, Attorneys for Mortgagee, 2288 National Bank Bldg., Detroit, Michigan. (202, 552, 370, 577)
notice-number: 890 (665, 539, 675, 546)
legal-notice (962, 761, 1138, 1148)
notice-run-dates: July 5-Sept. 27-852 (330, 164, 378, 171)
notice-run-dates: Aug. 2—Oct. 25 (908, 605, 948, 612)
notice-run-dates: Aug. 2—Oct. 25 (718, 915, 758, 922)
notice-number: 828 (95, 394, 105, 401)
notice-heading: Anderson, Wilcox, Lacy & Lawson, Attorneys, 1928 Buhl Building, Detroit, Michigan. (962, 396, 1133, 417)
notice-divider (825, 174, 895, 175)
notice-body: be necessary to pay the amount so as foresaid due on said mortgage, with seven per cent interest, and all legal costs, together with said attorney's fee, together with any taxes or insurance that may be paid by the undersigned prior to such sale on the mortgaged premises, which premises are described as follows: Property situated in the Townships of Bloomfield and Troy, County of Oakland and State of Michigan, described as follows, to-wit: Lot fifty-one (51) of Lanes Humphrey's Woodward Avenue Subdivision, according to the plat thereof as recorded in the office of the Register of Deeds for Oakland County, Michigan, in Liber 27, page 48. Dated: July 31st, 1934. (772, 44, 948, 134)
